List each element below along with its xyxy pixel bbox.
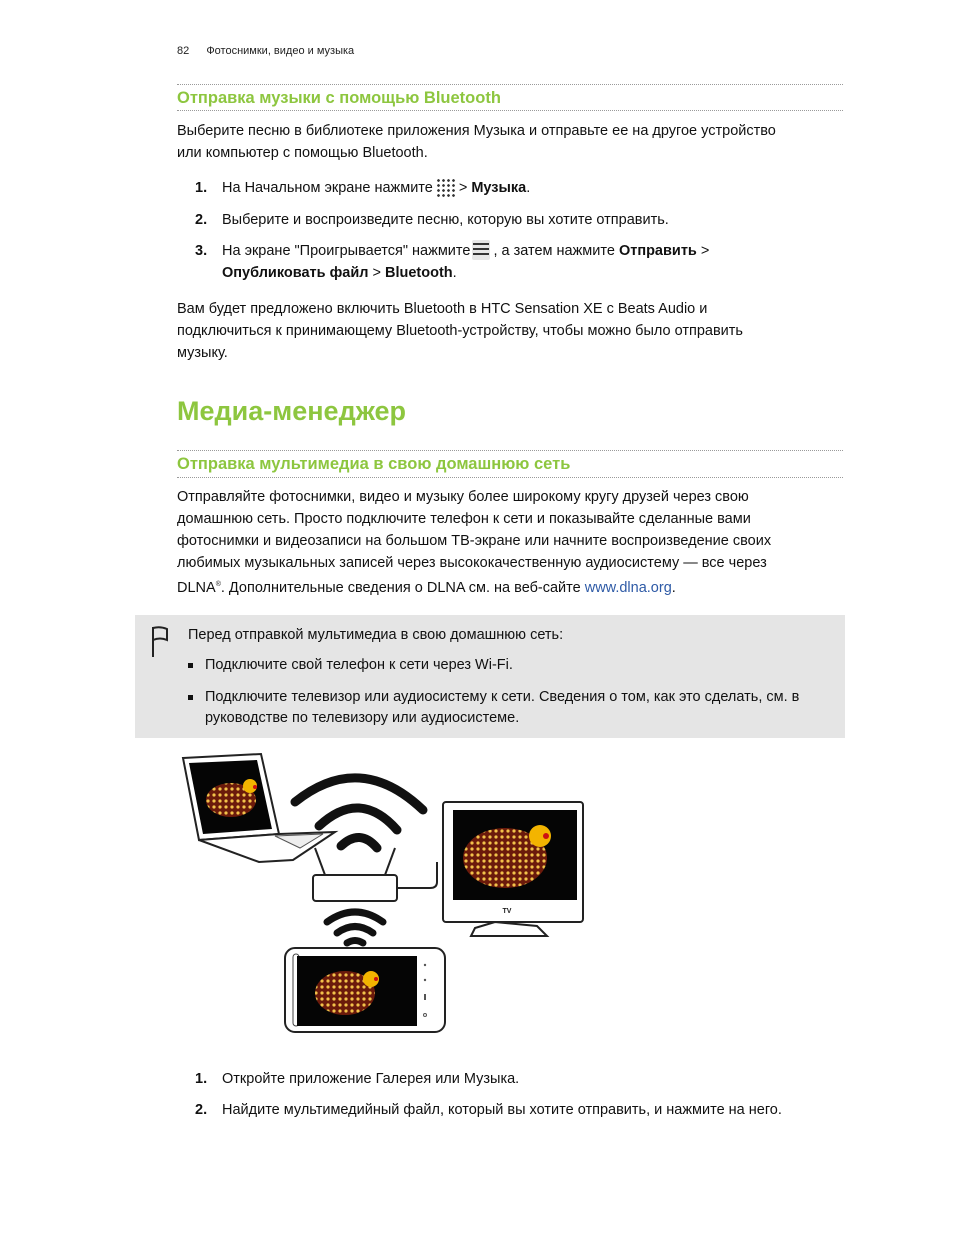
laptop — [183, 754, 335, 862]
tv-label: TV — [502, 908, 512, 915]
divider — [177, 450, 843, 451]
bluetooth-outro: Вам будет предложено включить Bluetooth в HTC Sensation XE с Beats Audio и подключиться к принимающему Bluetooth-устройству, чтобы можно было отправить музыку. — [177, 301, 743, 361]
note-box: Перед отправкой мультимедиа в свою домашнюю сеть: Подключите свой телефон к сети через Wi-Fi. Подключите телевизор или аудиосистему к сети. Сведения о том, как это сделать, см. в руководстве по телевизору или аудиосистеме. — [135, 615, 845, 738]
home-network-illustration — [175, 750, 595, 1040]
menu-icon — [472, 240, 490, 260]
bluetooth-step-2: 2. Выберите и воспроизведите песню, которую вы хотите отправить. — [195, 212, 669, 228]
router — [313, 848, 437, 901]
media-step-1: 1. Откройте приложение Галерея или Музыка. — [195, 1071, 520, 1087]
television — [443, 802, 583, 936]
bluetooth-step-1: 1. На Начальном экране нажмите > Музыка. — [195, 177, 835, 199]
divider — [177, 477, 843, 478]
all-apps-grid-icon — [435, 177, 455, 197]
home-network-intro: Отправляйте фотоснимки, видео и музыку более широкому кругу друзей через свою домашнюю сеть. Просто подключите телефон к сети и показывайте сделанные вами фотоснимки и видеозаписи на большом ТВ-экране или начните воспроизведение своих любимых музыкальных записей через высококачественную аудиосистему — все через DLNA®. Дополнительные сведения о DLNA см. на веб-сайте www.dlna.org. — [177, 489, 772, 596]
note-flag-icon — [149, 625, 171, 659]
wifi-signal-icon — [327, 912, 383, 943]
chapter-heading: Медиа-менеджер — [177, 396, 406, 426]
divider — [177, 84, 843, 85]
section-title-home-network: Отправка мультимедиа в свою домашнюю сеть — [177, 455, 571, 473]
dlna-link[interactable]: www.dlna.org — [584, 579, 672, 596]
media-step-2: 2. Найдите мультимедийный файл, который вы хотите отправить, и нажмите на него. — [195, 1102, 782, 1118]
page-number: 82 — [177, 45, 190, 57]
bluetooth-step-3: 3. На экране "Проигрывается" нажмите , а затем нажмите Отправить > Опубликовать файл > Bluetooth. — [195, 240, 835, 284]
page-header — [177, 45, 354, 57]
phone — [285, 948, 445, 1032]
note-intro: Перед отправкой мультимедиа в свою домашнюю сеть: — [188, 627, 564, 643]
chapter-title: Фотоснимки, видео и музыка — [206, 45, 355, 57]
section-title-bluetooth: Отправка музыки с помощью Bluetooth — [177, 89, 501, 107]
bluetooth-intro: Выберите песню в библиотеке приложения Музыка и отправьте ее на другое устройство или компьютер с помощью Bluetooth. — [177, 123, 776, 161]
divider — [177, 110, 843, 111]
